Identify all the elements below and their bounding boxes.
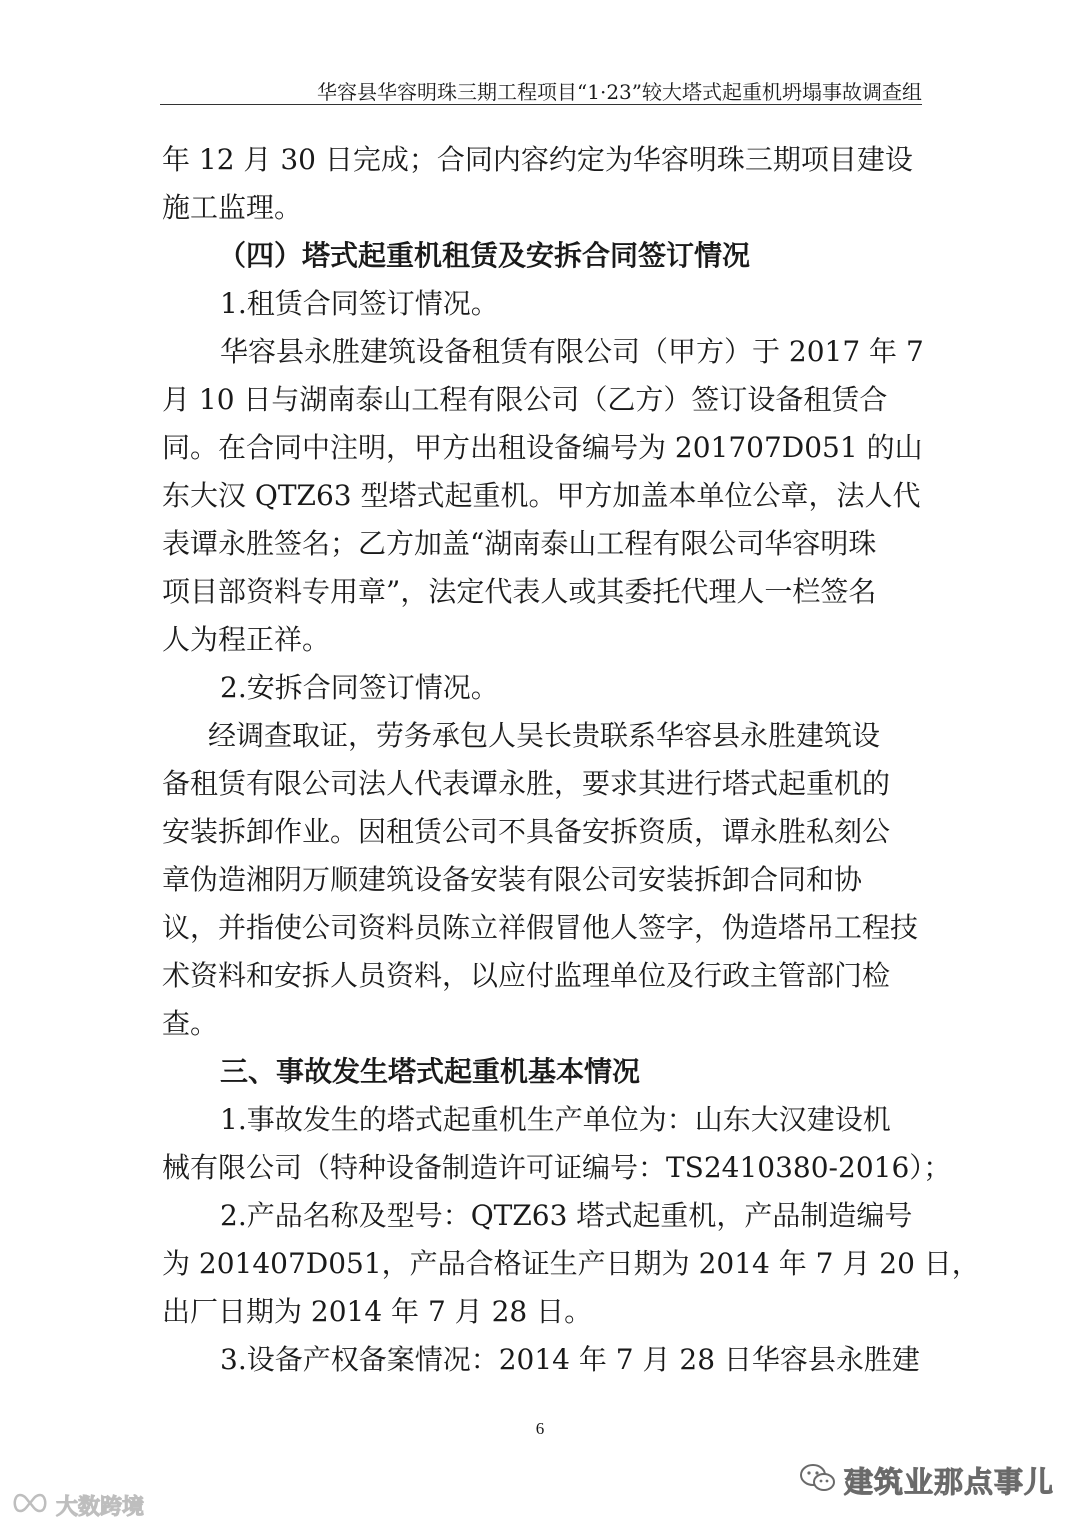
body-line: 3.设备产权备案情况：2014 年 7 月 28 日华容县永胜建 bbox=[220, 1343, 920, 1376]
watermark-left-text: 大数跨境 bbox=[56, 1494, 145, 1520]
body-line: 械有限公司（特种设备制造许可证编号：TS2410380-2016）； bbox=[162, 1151, 952, 1184]
watermark-right bbox=[800, 1460, 1054, 1500]
body-line: 年 12 月 30 日完成；合同内容约定为华容明珠三期项目建设 bbox=[162, 143, 913, 176]
body-line: 项目部资料专用章”，法定代表人或其委托代理人一栏签名 bbox=[162, 575, 877, 608]
watermark-right-text: 建筑业那点事儿 bbox=[843, 1464, 1054, 1499]
body-line: 月 10 日与湖南泰山工程有限公司（乙方）签订设备租赁合 bbox=[162, 383, 888, 416]
body-line: 东大汉 QTZ63 型塔式起重机。甲方加盖本单位公章，法人代 bbox=[162, 479, 921, 512]
body-line: 人为程正祥。 bbox=[162, 623, 331, 656]
body-line: 为 201407D051，产品合格证生产日期为 2014 年 7 月 20 日， bbox=[162, 1247, 980, 1280]
body-line: 章伪造湘阴万顺建筑设备安装有限公司安装拆卸合同和协 bbox=[162, 863, 863, 896]
watermark-logo-icon bbox=[10, 1491, 50, 1519]
body-line: 备租赁有限公司法人代表谭永胜，要求其进行塔式起重机的 bbox=[162, 767, 891, 800]
section-heading: （四）塔式起重机租赁及安拆合同签订情况 bbox=[218, 239, 751, 272]
body-line: 安装拆卸作业。因租赁公司不具备安拆资质，谭永胜私刻公 bbox=[162, 815, 891, 848]
subsection-heading: 2.安拆合同签订情况。 bbox=[220, 671, 499, 704]
section-heading: 三、事故发生塔式起重机基本情况 bbox=[220, 1055, 641, 1088]
body-line: 查。 bbox=[162, 1007, 219, 1040]
wechat-icon bbox=[800, 1463, 836, 1497]
subsection-heading: 1.租赁合同签订情况。 bbox=[220, 287, 499, 320]
body-line: 2.产品名称及型号：QTZ63 塔式起重机，产品制造编号 bbox=[220, 1199, 913, 1232]
body-line: 施工监理。 bbox=[162, 191, 303, 224]
body-line: 议，并指使公司资料员陈立祥假冒他人签字，伪造塔吊工程技 bbox=[162, 911, 919, 944]
body-line: 华容县永胜建筑设备租赁有限公司（甲方）于 2017 年 7 bbox=[220, 335, 924, 368]
body-line: 1.事故发生的塔式起重机生产单位为：山东大汉建设机 bbox=[220, 1103, 891, 1136]
header-rule bbox=[160, 104, 922, 105]
running-header: 华容县华容明珠三期工程项目“1·23”较大塔式起重机坍塌事故调查组 bbox=[317, 80, 922, 104]
watermark-left bbox=[10, 1490, 144, 1520]
page-number: 6 bbox=[535, 1419, 545, 1438]
body-line: 出厂日期为 2014 年 7 月 28 日。 bbox=[162, 1295, 593, 1328]
body-line: 同。在合同中注明，甲方出租设备编号为 201707D051 的山 bbox=[162, 431, 923, 464]
body-line: 术资料和安拆人员资料，以应付监理单位及行政主管部门检 bbox=[162, 959, 891, 992]
body-line: 表谭永胜签名；乙方加盖“湖南泰山工程有限公司华容明珠 bbox=[162, 527, 877, 560]
body-line: 经调查取证，劳务承包人吴长贵联系华容县永胜建筑设 bbox=[208, 719, 881, 752]
